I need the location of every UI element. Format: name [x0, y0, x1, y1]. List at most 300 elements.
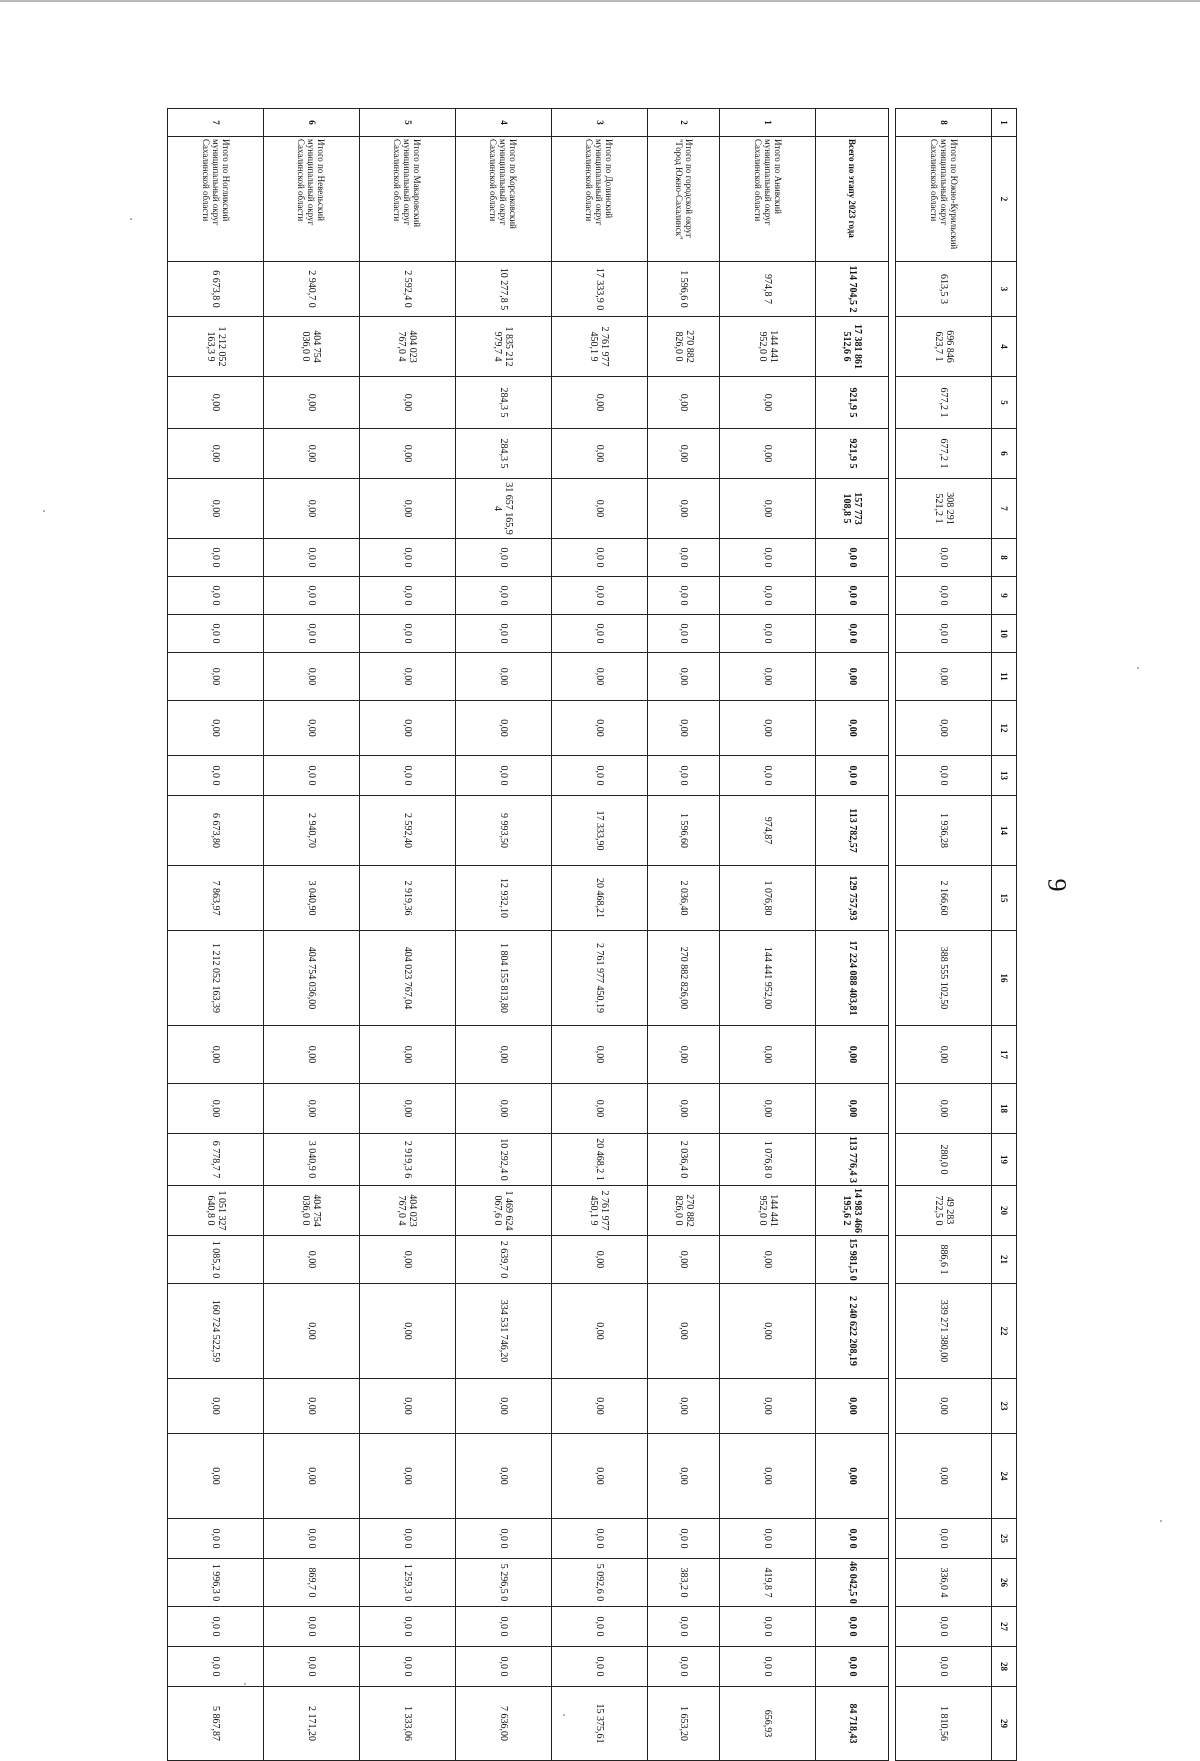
column-number-row — [992, 109, 1017, 1761]
table-cell: 0,0 0 — [168, 1607, 264, 1647]
table-cell: 0,00 — [816, 1434, 889, 1519]
table-cell: 1 259,3 0 — [359, 1559, 455, 1607]
table-cell: 0,00 — [647, 1084, 720, 1134]
table-cell: 5 867,87 — [168, 1687, 264, 1761]
table-cell: 0,0 0 — [896, 1519, 992, 1559]
table-cell: 0,00 — [720, 429, 816, 479]
table-cell: 404 023 767,0 4 — [359, 317, 455, 377]
table-cell: 1 835 212 979,7 4 — [455, 317, 551, 377]
table-cell: 0,00 — [455, 1084, 551, 1134]
column-number: 23 — [992, 1379, 1017, 1434]
table-cell: 0,0 0 — [359, 1647, 455, 1687]
table-cell: 0,00 — [816, 1084, 889, 1134]
column-number: 25 — [992, 1519, 1017, 1559]
table-cell: 0,00 — [720, 701, 816, 756]
table-cell: 0,00 — [264, 1026, 360, 1084]
table-cell: 15 375,61 — [551, 1687, 647, 1761]
table-cell: 2 761 977 450,1 9 — [551, 1186, 647, 1236]
table-cell: 0,00 — [168, 653, 264, 701]
table-cell: 0,0 0 — [896, 756, 992, 796]
table-cell: 696 846 623,7 1 — [896, 317, 992, 377]
table-cell: 921,9 5 — [816, 377, 889, 429]
page-number: 9 — [1042, 878, 1072, 892]
table-cell: 6 673,8 0 — [168, 262, 264, 317]
table-cell: 1 076,8 0 — [720, 1134, 816, 1186]
table-row — [455, 109, 551, 1761]
table-cell: 0,00 — [896, 653, 992, 701]
table-cell: 0,0 0 — [896, 577, 992, 615]
table-cell: 0,0 0 — [720, 539, 816, 577]
table-cell: 0,0 0 — [551, 1607, 647, 1647]
row-name: Итого по Анивский муниципальный округ Сахалинской области — [720, 137, 816, 262]
table-cell: 3 040,9 0 — [264, 1134, 360, 1186]
column-number: 10 — [992, 615, 1017, 653]
table-cell: 0,0 0 — [896, 1607, 992, 1647]
row-name: Итого по Макаровский муниципальный округ Сахалинской области — [359, 137, 455, 262]
row-index: 7 — [168, 109, 264, 137]
table-cell: 0,0 0 — [647, 1607, 720, 1647]
column-number: 15 — [992, 866, 1017, 931]
table-cell: 31 657 165,9 4 — [455, 479, 551, 539]
column-number: 1 — [992, 109, 1017, 137]
table-cell: 0,00 — [551, 479, 647, 539]
table-cell: 383,2 0 — [647, 1559, 720, 1607]
table-cell: 49 283 722,5 0 — [896, 1186, 992, 1236]
row-name: Всего по этапу 2023 года — [816, 137, 889, 262]
table-cell: 5 296,5 0 — [455, 1559, 551, 1607]
table-cell: 17 381 861 512,6 6 — [816, 317, 889, 377]
table-cell: 0,0 0 — [264, 539, 360, 577]
table-cell: 0,00 — [720, 1236, 816, 1284]
table-cell: 6 778,7 7 — [168, 1134, 264, 1186]
row-index: 4 — [455, 109, 551, 137]
table-cell: 0,00 — [896, 1026, 992, 1084]
table-cell: 84 718,43 — [816, 1687, 889, 1761]
data-table — [167, 108, 1017, 1761]
table-cell: 308 291 521,2 1 — [896, 479, 992, 539]
table-cell: 0,0 0 — [359, 577, 455, 615]
table-cell: 0,0 0 — [264, 1607, 360, 1647]
row-name: Итого по Невельский муниципальный округ Сахалинской области — [264, 137, 360, 262]
table-cell: 0,0 0 — [816, 539, 889, 577]
table-cell: 0,00 — [551, 1284, 647, 1379]
scan-speck — [244, 1683, 246, 1685]
table-cell: 0,00 — [264, 377, 360, 429]
table-cell: 0,00 — [264, 1434, 360, 1519]
table-cell: 284,3 5 — [455, 429, 551, 479]
table-cell: 14 983 466 195,6 2 — [816, 1186, 889, 1236]
column-number: 4 — [992, 317, 1017, 377]
table-cell: 20 468,2 1 — [551, 1134, 647, 1186]
table-cell: 0,00 — [720, 1026, 816, 1084]
table-cell: 144 441 952,0 0 — [720, 317, 816, 377]
table-cell: 129 757,93 — [816, 866, 889, 931]
table-cell: 0,00 — [720, 653, 816, 701]
table-cell: 20 468,21 — [551, 866, 647, 931]
row-name: Итого по Долинский муниципальный округ Сахалинской области — [551, 137, 647, 262]
column-number: 26 — [992, 1559, 1017, 1607]
table-cell: 0,00 — [168, 1379, 264, 1434]
table-body — [168, 109, 1017, 1761]
table-cell: 0,0 0 — [551, 1647, 647, 1687]
table-cell: 0,0 0 — [168, 1519, 264, 1559]
table-cell: 2 940,70 — [264, 796, 360, 866]
column-number: 28 — [992, 1647, 1017, 1687]
table-cell: 0,00 — [816, 701, 889, 756]
table-cell: 0,0 0 — [896, 615, 992, 653]
table-cell: 2 036,40 — [647, 866, 720, 931]
table-cell: 0,00 — [359, 1236, 455, 1284]
table-cell: 0,0 0 — [551, 756, 647, 796]
table-cell: 404 023 767,04 — [359, 931, 455, 1026]
table-cell: 404 754 036,0 0 — [264, 317, 360, 377]
table-cell: 0,00 — [551, 653, 647, 701]
table-cell: 0,0 0 — [720, 615, 816, 653]
row-index: 5 — [359, 109, 455, 137]
table-cell: 0,00 — [264, 1236, 360, 1284]
table-cell: 270 882 826,00 — [647, 931, 720, 1026]
table-cell: 1 596,6 0 — [647, 262, 720, 317]
table-cell: 0,00 — [720, 479, 816, 539]
table-cell: 0,00 — [647, 1236, 720, 1284]
column-number: 19 — [992, 1134, 1017, 1186]
table-cell: 0,0 0 — [720, 1519, 816, 1559]
column-number: 18 — [992, 1084, 1017, 1134]
table-cell: 0,0 0 — [359, 1607, 455, 1647]
table-cell: 0,0 0 — [816, 615, 889, 653]
column-number: 11 — [992, 653, 1017, 701]
table-cell: 0,00 — [647, 1026, 720, 1084]
table-cell: 2 761 977 450,19 — [551, 931, 647, 1026]
table-cell: 0,00 — [264, 701, 360, 756]
table-cell: 0,0 0 — [816, 1607, 889, 1647]
table-cell: 0,0 0 — [720, 1607, 816, 1647]
table-gap — [889, 109, 896, 1761]
table-cell: 0,0 0 — [816, 756, 889, 796]
table-cell: 0,00 — [168, 377, 264, 429]
column-number: 9 — [992, 577, 1017, 615]
table-row-total — [816, 109, 889, 1761]
table-cell: 0,00 — [896, 1379, 992, 1434]
table-cell: 0,0 0 — [359, 756, 455, 796]
table-cell: 974,87 — [720, 796, 816, 866]
table-cell: 0,0 0 — [359, 1519, 455, 1559]
table-cell: 0,00 — [168, 1434, 264, 1519]
row-index: 8 — [896, 109, 992, 137]
column-number: 20 — [992, 1186, 1017, 1236]
table-row — [647, 109, 720, 1761]
table-cell: 0,00 — [359, 377, 455, 429]
table-cell: 157 773 108,8 5 — [816, 479, 889, 539]
table-cell: 1 333,06 — [359, 1687, 455, 1761]
table-cell: 0,0 0 — [551, 615, 647, 653]
table-cell: 1 085,2 0 — [168, 1236, 264, 1284]
table-cell: 404 023 767,0 4 — [359, 1186, 455, 1236]
table-cell: 2 919,36 — [359, 866, 455, 931]
table-cell: 1 653,20 — [647, 1687, 720, 1761]
table-cell: 0,00 — [168, 479, 264, 539]
scan-speck — [1160, 1520, 1162, 1522]
table-cell: 284,3 5 — [455, 377, 551, 429]
table-cell: 0,00 — [551, 1084, 647, 1134]
table-cell: 0,00 — [647, 429, 720, 479]
table-cell: 0,0 0 — [647, 539, 720, 577]
table-cell: 0,00 — [168, 1026, 264, 1084]
table-cell: 9 993,50 — [455, 796, 551, 866]
table-cell: 10 292,4 0 — [455, 1134, 551, 1186]
table-cell: 7 636,00 — [455, 1687, 551, 1761]
table-cell: 0,0 0 — [264, 1647, 360, 1687]
table-cell: 2 919,3 6 — [359, 1134, 455, 1186]
table-cell: 0,0 0 — [455, 615, 551, 653]
table-cell: 0,00 — [264, 429, 360, 479]
column-number: 14 — [992, 796, 1017, 866]
table-cell: 656,93 — [720, 1687, 816, 1761]
table-cell: 0,0 0 — [816, 1519, 889, 1559]
table-cell: 0,0 0 — [816, 577, 889, 615]
table-cell: 0,0 0 — [720, 1647, 816, 1687]
scan-speck — [1137, 667, 1139, 669]
row-index — [816, 109, 889, 137]
table-cell: 3 040,90 — [264, 866, 360, 931]
table-cell: 0,00 — [647, 479, 720, 539]
table-cell: 0,0 0 — [359, 615, 455, 653]
row-index: 1 — [720, 109, 816, 137]
column-number: 8 — [992, 539, 1017, 577]
table-cell: 0,00 — [551, 1026, 647, 1084]
table-cell: 10 277,8 5 — [455, 262, 551, 317]
table-cell: 0,00 — [455, 701, 551, 756]
table-cell: 0,00 — [647, 1434, 720, 1519]
table-cell: 270 882 826,0 0 — [647, 317, 720, 377]
table-cell: 0,00 — [816, 1379, 889, 1434]
table-cell: 0,00 — [720, 1284, 816, 1379]
table-cell: 0,00 — [647, 377, 720, 429]
table-cell: 0,00 — [647, 653, 720, 701]
table-cell: 677,2 1 — [896, 377, 992, 429]
table-cell: 0,00 — [551, 429, 647, 479]
table-cell: 388 555 102,50 — [896, 931, 992, 1026]
table-cell: 280,0 0 — [896, 1134, 992, 1186]
table-cell: 0,0 0 — [168, 539, 264, 577]
table-cell: 0,00 — [647, 701, 720, 756]
table-cell: 0,00 — [264, 1284, 360, 1379]
table-cell: 0,00 — [359, 1084, 455, 1134]
table-cell: 0,00 — [647, 1379, 720, 1434]
row-index: 6 — [264, 109, 360, 137]
table-cell: 0,0 0 — [647, 756, 720, 796]
table-cell: 6 673,80 — [168, 796, 264, 866]
column-number: 12 — [992, 701, 1017, 756]
column-number: 22 — [992, 1284, 1017, 1379]
table-cell: 0,0 0 — [264, 1519, 360, 1559]
table-cell: 0,0 0 — [455, 1647, 551, 1687]
table-cell: 0,0 0 — [455, 577, 551, 615]
table-cell: 0,00 — [359, 701, 455, 756]
table-cell: 0,00 — [359, 1284, 455, 1379]
table-cell: 0,0 0 — [647, 615, 720, 653]
rotated-page — [167, 108, 1017, 1744]
column-number: 7 — [992, 479, 1017, 539]
table-cell: 0,0 0 — [720, 756, 816, 796]
table-cell: 0,00 — [455, 1379, 551, 1434]
table-cell: 0,00 — [264, 653, 360, 701]
table-cell: 404 754 036,0 0 — [264, 1186, 360, 1236]
table-row — [359, 109, 455, 1761]
table-cell: 0,00 — [455, 1434, 551, 1519]
table-cell: 0,00 — [168, 701, 264, 756]
table-cell: 1 051 327 640,8 0 — [168, 1186, 264, 1236]
table-cell: 0,00 — [359, 1434, 455, 1519]
table-cell: 1 212 052 163,39 — [168, 931, 264, 1026]
table-cell: 0,00 — [359, 653, 455, 701]
table-gap-cell — [889, 109, 896, 1761]
table-cell: 0,00 — [168, 1084, 264, 1134]
table-cell: 0,0 0 — [647, 1519, 720, 1559]
row-name: Итого по городской округ "Город Южно-Сахалинск" — [647, 137, 720, 262]
table-cell: 0,0 0 — [551, 1519, 647, 1559]
table-cell: 334 531 746,20 — [455, 1284, 551, 1379]
table-cell: 46 042,5 0 — [816, 1559, 889, 1607]
table-cell: 0,00 — [359, 479, 455, 539]
table-cell: 0,00 — [720, 1084, 816, 1134]
column-number: 17 — [992, 1026, 1017, 1084]
scan-speck — [43, 510, 45, 512]
table-cell: 0,00 — [455, 653, 551, 701]
table-cell: 1 804 155 813,80 — [455, 931, 551, 1026]
table-cell: 0,00 — [551, 1434, 647, 1519]
table-cell: 0,00 — [551, 1379, 647, 1434]
table-cell: 144 441 952,00 — [720, 931, 816, 1026]
table-cell: 0,00 — [720, 377, 816, 429]
column-number: 16 — [992, 931, 1017, 1026]
table-cell: 886,6 1 — [896, 1236, 992, 1284]
column-number: 3 — [992, 262, 1017, 317]
table-cell: 12 932,10 — [455, 866, 551, 931]
table-cell: 0,00 — [359, 1026, 455, 1084]
column-number: 27 — [992, 1607, 1017, 1647]
table-cell: 0,00 — [264, 1084, 360, 1134]
table-cell: 0,00 — [168, 429, 264, 479]
table-cell: 0,00 — [359, 1379, 455, 1434]
table-cell: 0,0 0 — [168, 1647, 264, 1687]
table-cell: 0,0 0 — [455, 756, 551, 796]
table-cell: 0,0 0 — [264, 615, 360, 653]
table-cell: 0,0 0 — [359, 539, 455, 577]
table-cell: 1 996,3 0 — [168, 1559, 264, 1607]
table-cell: 0,00 — [551, 377, 647, 429]
table-cell: 336,0 4 — [896, 1559, 992, 1607]
scan-edge-line — [0, 0, 1200, 2]
row-name: Итого по Ногликский муниципальный округ Сахалинской области — [168, 137, 264, 262]
table-cell: 114 704,5 2 — [816, 262, 889, 317]
table-cell: 17 333,9 0 — [551, 262, 647, 317]
column-number: 21 — [992, 1236, 1017, 1284]
row-index: 3 — [551, 109, 647, 137]
table-cell: 0,0 0 — [551, 577, 647, 615]
table-cell: 270 882 826,0 0 — [647, 1186, 720, 1236]
column-number: 29 — [992, 1687, 1017, 1761]
table-cell: 419,8 7 — [720, 1559, 816, 1607]
table-cell: 404 754 036,00 — [264, 931, 360, 1026]
row-index: 2 — [647, 109, 720, 137]
table-cell: 0,00 — [455, 1026, 551, 1084]
table-row — [551, 109, 647, 1761]
column-number: 2 — [992, 137, 1017, 262]
table-cell: 0,0 0 — [264, 756, 360, 796]
table-cell: 7 863,97 — [168, 866, 264, 931]
column-number: 6 — [992, 429, 1017, 479]
table-cell: 0,00 — [720, 1379, 816, 1434]
table-cell: 0,0 0 — [720, 577, 816, 615]
table-cell: 677,2 1 — [896, 429, 992, 479]
table-row — [168, 109, 264, 1761]
column-number: 13 — [992, 756, 1017, 796]
table-cell: 0,0 0 — [816, 1647, 889, 1687]
table-cell: 2 639,7 0 — [455, 1236, 551, 1284]
row-name: Итого по Южно-Курильский муниципальный округ Сахалинской области — [896, 137, 992, 262]
table-cell: 1 469 624 067,6 0 — [455, 1186, 551, 1236]
table-cell: 2 171,20 — [264, 1687, 360, 1761]
table-cell: 0,00 — [896, 1084, 992, 1134]
table-cell: 0,0 0 — [455, 1519, 551, 1559]
table-cell: 1 810,56 — [896, 1687, 992, 1761]
table-cell: 869,7 0 — [264, 1559, 360, 1607]
column-number: 24 — [992, 1434, 1017, 1519]
table-cell: 160 724 522,59 — [168, 1284, 264, 1379]
table-cell: 0,0 0 — [647, 577, 720, 615]
table-cell: 0,00 — [264, 479, 360, 539]
table-cell: 2 240 622 208,19 — [816, 1284, 889, 1379]
table-cell: 2 761 977 450,1 9 — [551, 317, 647, 377]
table-cell: 0,0 0 — [455, 1607, 551, 1647]
table-cell: 0,0 0 — [168, 577, 264, 615]
table-cell: 0,00 — [816, 1026, 889, 1084]
scan-speck — [563, 1714, 565, 1716]
table-cell: 2 592,40 — [359, 796, 455, 866]
table-cell: 0,00 — [720, 1434, 816, 1519]
table-cell: 0,00 — [816, 653, 889, 701]
table-cell: 0,00 — [647, 1284, 720, 1379]
table-cell: 0,0 0 — [647, 1647, 720, 1687]
table-cell: 113 776,4 3 — [816, 1134, 889, 1186]
table-cell: 974,8 7 — [720, 262, 816, 317]
table-cell: 0,0 0 — [264, 577, 360, 615]
table-cell: 15 981,5 0 — [816, 1236, 889, 1284]
table-cell: 0,0 0 — [168, 615, 264, 653]
table-cell: 921,9 5 — [816, 429, 889, 479]
table-cell: 1 596,60 — [647, 796, 720, 866]
table-cell: 0,00 — [896, 1434, 992, 1519]
table-cell: 0,0 0 — [168, 756, 264, 796]
table-cell: 2 592,4 0 — [359, 262, 455, 317]
table-cell: 0,0 0 — [896, 1647, 992, 1687]
table-cell: 0,00 — [264, 1379, 360, 1434]
table-cell: 1 212 052 163,3 9 — [168, 317, 264, 377]
table-cell: 5 092,6 0 — [551, 1559, 647, 1607]
table-cell: 1 076,80 — [720, 866, 816, 931]
table-cell: 0,00 — [551, 701, 647, 756]
table-cell: 0,00 — [551, 1236, 647, 1284]
table-cell: 17 224 088 403,81 — [816, 931, 889, 1026]
table-row — [720, 109, 816, 1761]
table-row — [264, 109, 360, 1761]
table-cell: 0,0 0 — [896, 539, 992, 577]
table-cell: 0,00 — [359, 429, 455, 479]
table-cell: 0,0 0 — [455, 539, 551, 577]
table-cell: 17 333,90 — [551, 796, 647, 866]
table-cell: 0,0 0 — [551, 539, 647, 577]
